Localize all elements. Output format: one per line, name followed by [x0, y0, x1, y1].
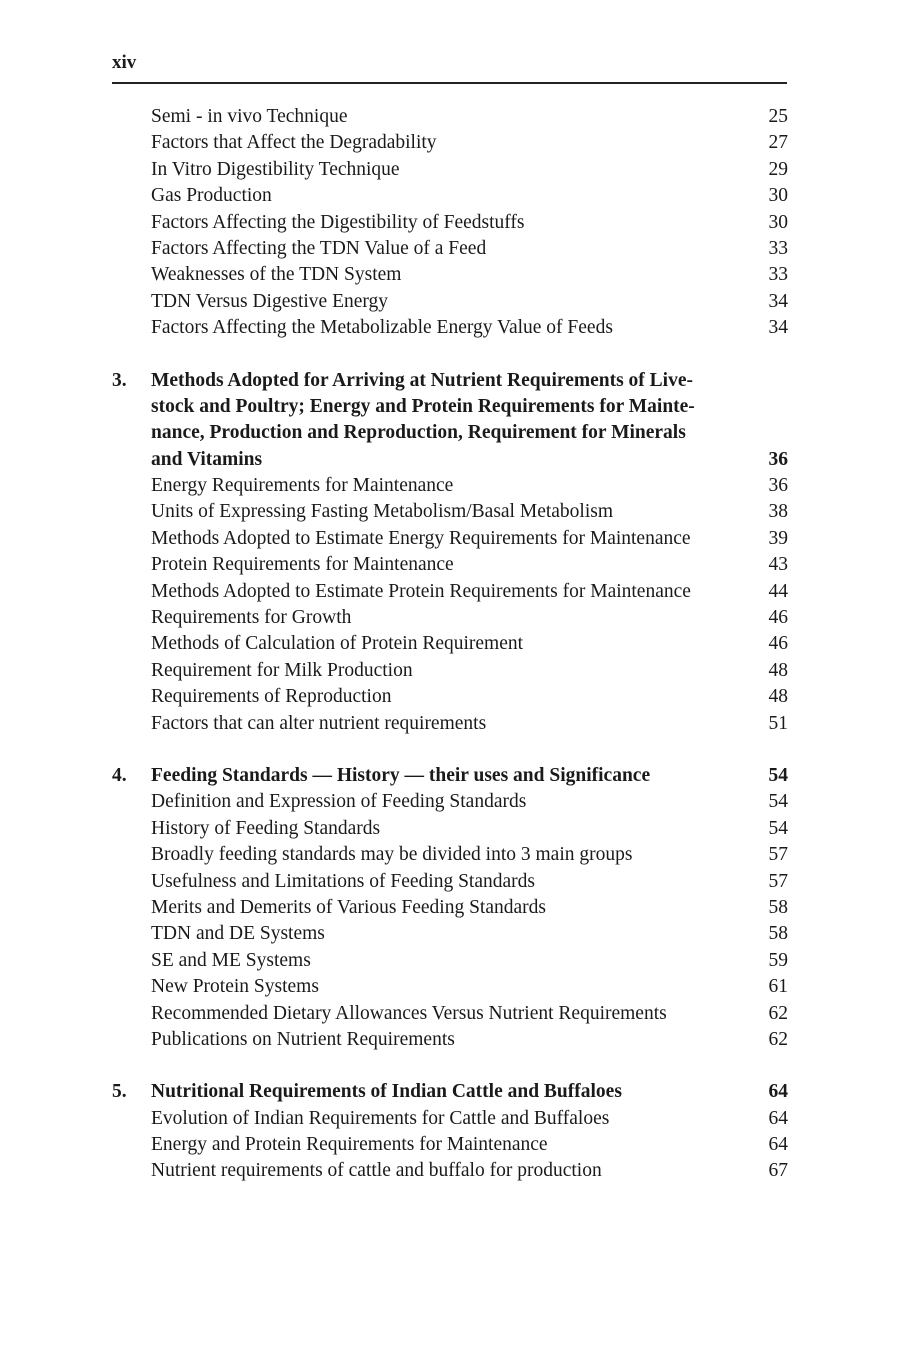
entry-title: Methods Adopted to Estimate Protein Requirements for Maintenance: [151, 580, 691, 602]
chapter-title: [151, 763, 766, 789]
entry-title: Weaknesses of the TDN System: [151, 264, 402, 286]
entry-title: History of Feeding Standards: [151, 817, 381, 839]
chapters-section: [112, 368, 792, 1185]
entry-page-number: 46: [768, 607, 788, 629]
toc-entry: [112, 183, 792, 209]
toc-entry: [112, 816, 792, 842]
entry-page-number: 59: [768, 949, 788, 971]
toc-entry: [112, 684, 792, 710]
entry-title: Publications on Nutrient Requirements: [151, 1028, 455, 1050]
entry-title: Factors Affecting the Metabolizable Energy Value of Feeds: [151, 317, 613, 339]
chapter-number: 3.: [112, 369, 127, 391]
entry-page-number: 29: [768, 158, 788, 180]
chapter-title-line: Nutritional Requirements of Indian Cattle and Buffaloes: [151, 1081, 622, 1103]
entry-page-number: 54: [768, 791, 788, 813]
entry-page-number: 62: [768, 1002, 788, 1024]
entry-title: Methods of Calculation of Protein Requirement: [151, 633, 524, 655]
entry-title: SE and ME Systems: [151, 949, 311, 971]
entry-title: Energy Requirements for Maintenance: [151, 475, 454, 497]
entry-page-number: 30: [768, 211, 788, 233]
chapter-page-number: 36: [768, 448, 788, 470]
entry-page-number: 25: [768, 106, 788, 127]
entry-title: TDN Versus Digestive Energy: [151, 290, 389, 312]
toc-entry: [112, 104, 792, 130]
entry-page-number: 48: [768, 686, 788, 708]
toc-entry: [112, 236, 792, 262]
entry-page-number: 61: [768, 976, 788, 998]
toc-entry: [112, 869, 792, 895]
entry-page-number: 57: [768, 870, 788, 892]
continued-section: [112, 104, 792, 342]
entry-page-number: 67: [768, 1160, 788, 1182]
entry-title: Recommended Dietary Allowances Versus Nutrient Requirements: [151, 1002, 667, 1024]
entry-page-number: 34: [768, 290, 788, 312]
toc-entry: [112, 974, 792, 1000]
toc-entry: [112, 605, 792, 631]
toc-entry: [112, 499, 792, 525]
entry-title: Requirement for Milk Production: [151, 659, 413, 681]
toc-entry: [112, 210, 792, 236]
entry-page-number: 51: [768, 712, 788, 734]
chapter-title-line: stock and Poultry; Energy and Protein Requirements for Mainte-: [151, 395, 695, 417]
chapter-section: [112, 763, 792, 1053]
toc-entry: [112, 157, 792, 183]
chapter-section: [112, 1079, 792, 1185]
chapter-title-line: Feeding Standards — History — their uses and Significance: [151, 764, 651, 786]
toc-entry: [112, 262, 792, 288]
entry-title: Factors that can alter nutrient requirements: [151, 712, 487, 734]
entry-title: New Protein Systems: [151, 976, 319, 998]
toc-entry: [112, 1001, 792, 1027]
entry-title: In Vitro Digestibility Technique: [151, 158, 400, 180]
entry-title: Usefulness and Limitations of Feeding Standards: [151, 870, 535, 892]
entry-title: Semi - in vivo Technique: [151, 106, 348, 127]
toc-entry: [112, 842, 792, 868]
entry-page-number: 44: [768, 580, 788, 602]
entry-title: Factors that Affect the Degradability: [151, 132, 437, 154]
chapter-heading: [112, 368, 792, 474]
toc-entry: [112, 631, 792, 657]
entry-title: Requirements for Growth: [151, 607, 352, 629]
entry-page-number: 46: [768, 633, 788, 655]
entry-page-number: 27: [768, 132, 788, 154]
chapter-page-number: 54: [768, 764, 788, 786]
entry-page-number: 36: [768, 475, 788, 497]
toc-entry: [112, 579, 792, 605]
toc-entry: [112, 289, 792, 315]
entry-page-number: 33: [768, 237, 788, 259]
table-of-contents: [112, 104, 792, 1185]
chapter-title-line: and Vitamins: [151, 448, 263, 470]
entry-page-number: 39: [768, 527, 788, 549]
entry-page-number: 30: [768, 185, 788, 207]
toc-entry: [112, 1132, 792, 1158]
chapter-title: [151, 368, 766, 474]
chapter-heading: [112, 763, 792, 789]
entry-page-number: 64: [768, 1134, 788, 1156]
chapter-page-number: 64: [768, 1081, 788, 1103]
entry-title: Definition and Expression of Feeding Standards: [151, 791, 527, 813]
entry-page-number: 54: [768, 817, 788, 839]
entry-title: Energy and Protein Requirements for Maintenance: [151, 1134, 548, 1156]
header-rule: [112, 82, 787, 84]
entry-title: Broadly feeding standards may be divided into 3 main groups: [151, 844, 633, 866]
toc-entry: [112, 1158, 792, 1184]
entry-title: Requirements of Reproduction: [151, 686, 392, 708]
entry-page-number: 64: [768, 1107, 788, 1129]
entry-page-number: 34: [768, 317, 788, 339]
toc-entry: [112, 711, 792, 737]
entry-title: Gas Production: [151, 185, 272, 207]
chapter-number: 5.: [112, 1081, 127, 1103]
entry-title: Merits and Demerits of Various Feeding Standards: [151, 896, 546, 918]
toc-entry: [112, 921, 792, 947]
entry-title: Factors Affecting the TDN Value of a Feed: [151, 237, 487, 259]
toc-entry: [112, 473, 792, 499]
chapter-title-line: nance, Production and Reproduction, Requirement for Minerals: [151, 422, 686, 444]
entry-page-number: 62: [768, 1028, 788, 1050]
toc-entry: [112, 895, 792, 921]
chapter-heading: [112, 1079, 792, 1105]
toc-entry: [112, 526, 792, 552]
entry-title: Nutrient requirements of cattle and buffalo for production: [151, 1160, 602, 1182]
toc-entry: [112, 130, 792, 156]
chapter-section: [112, 368, 792, 737]
entry-title: Methods Adopted to Estimate Energy Requirements for Maintenance: [151, 527, 691, 549]
entry-page-number: 57: [768, 844, 788, 866]
chapter-title-line: Methods Adopted for Arriving at Nutrient Requirements of Live-: [151, 369, 693, 391]
entry-title: Evolution of Indian Requirements for Cattle and Buffaloes: [151, 1107, 610, 1129]
toc-entry: [112, 552, 792, 578]
entry-title: Protein Requirements for Maintenance: [151, 554, 454, 576]
entry-page-number: 38: [768, 501, 788, 523]
chapter-number: 4.: [112, 764, 127, 786]
toc-entry: [112, 1027, 792, 1053]
entry-page-number: 33: [768, 264, 788, 286]
entry-page-number: 48: [768, 659, 788, 681]
page-number: xiv: [112, 52, 137, 73]
entry-title: TDN and DE Systems: [151, 923, 325, 945]
toc-entry: [112, 948, 792, 974]
entry-title: Factors Affecting the Digestibility of Feedstuffs: [151, 211, 525, 233]
toc-entry: [112, 658, 792, 684]
entry-page-number: 58: [768, 923, 788, 945]
entry-title: Units of Expressing Fasting Metabolism/Basal Metabolism: [151, 501, 614, 523]
entry-page-number: 43: [768, 554, 788, 576]
toc-entry: [112, 315, 792, 341]
toc-entry: [112, 1106, 792, 1132]
entry-page-number: 58: [768, 896, 788, 918]
toc-entry: [112, 789, 792, 815]
chapter-title: [151, 1079, 766, 1105]
